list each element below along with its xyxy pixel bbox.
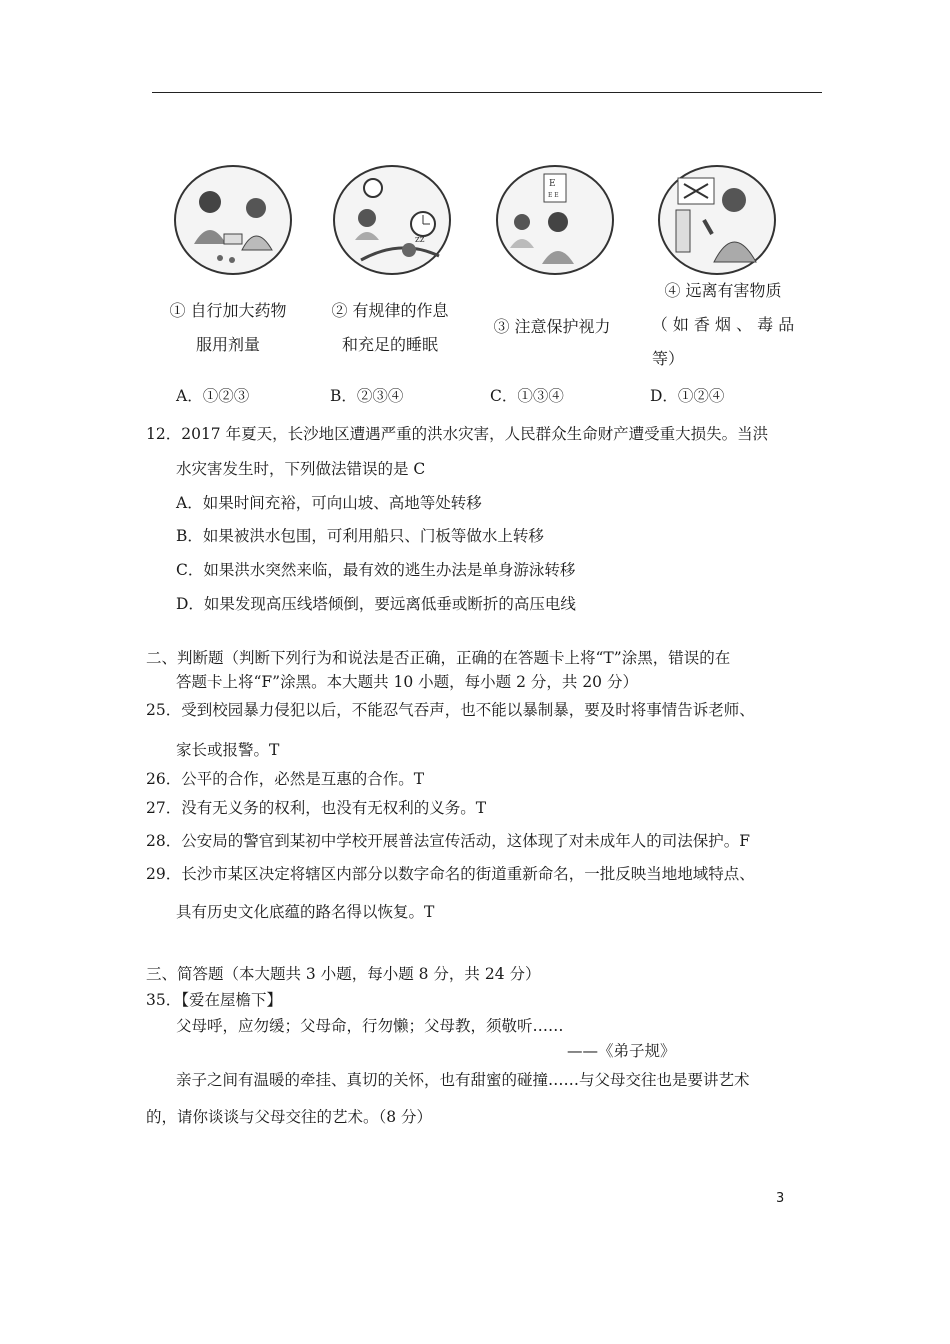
q11-option-c: C．①③④ [490,387,564,405]
q12-option-c: C．如果洪水突然来临，最有效的逃生办法是单身游泳转移 [176,561,576,579]
q35-paragraph-line-2: 的，请你谈谈与父母交往的艺术。（8 分） [146,1108,433,1126]
illustration-sleep [331,164,453,276]
caption-3-line-1: ③ 注意保护视力 [493,317,611,336]
q12-option-a: A．如果时间充裕，可向山坡、高地等处转移 [176,494,482,512]
q35-title: 35．【爱在屋檐下】 [146,991,282,1009]
caption-1-line-1: ① 自行加大药物 [169,301,287,320]
q11-option-a: A．①②③ [176,387,250,405]
q27: 27．没有无义务的权利，也没有无权利的义务。T [146,799,487,817]
section2-heading-line-1: 二、判断题（判断下列行为和说法是否正确，正确的在答题卡上将“T”涂黑，错误的在 [146,649,731,667]
svg-text:E: E [549,179,556,189]
illustration-row [0,164,950,284]
q25-line-1: 25．受到校园暴力侵犯以后，不能忍气吞声，也不能以暴制暴，要及时将事情告诉老师、 [146,701,755,719]
q29-line-2: 具有历史文化底蕴的路名得以恢复。T [176,903,435,921]
caption-2-line-1: ② 有规律的作息 [331,301,449,320]
q12-option-d: D．如果发现高压线塔倾倒，要远离低垂或断折的高压电线 [176,595,576,613]
illustration-harmful [656,164,778,276]
caption-4-line-3: 等） [652,349,685,368]
caption-2 [314,294,466,362]
q29-line-1: 29．长沙市某区决定将辖区内部分以数字命名的街道重新命名，一批反映当地地域特点、 [146,865,755,883]
svg-text:zz: zz [415,235,425,245]
svg-text:E E: E E [548,192,559,199]
caption-3 [476,310,628,344]
q12-option-b: B．如果被洪水包围，可利用船只、门板等做水上转移 [176,527,544,545]
illustration-eyesight [494,164,616,276]
q35-quote-source: ——《弟子规》 [567,1042,676,1060]
section2-heading-line-2: 答题卡上将“F”涂黑。本大题共 10 小题，每小题 2 分，共 20 分） [176,673,638,691]
header-rule [152,92,822,93]
section3-heading: 三、简答题（本大题共 3 小题，每小题 8 分，共 24 分） [146,965,541,983]
q35-quote: 父母呼，应勿缓；父母命，行勿懒；父母教，须敬听…… [176,1017,564,1035]
caption-4-line-1: ④ 远离有害物质 [664,281,782,300]
q11-option-b: B．②③④ [330,387,404,405]
caption-4-line-2: （ 如 香 烟 、 毒 品 [651,315,795,334]
caption-2-line-2: 和充足的睡眠 [341,335,438,354]
q12-stem-line-2: 水灾害发生时，下列做法错误的是 C [176,460,426,478]
page-number: 3 [776,1191,785,1206]
q25-line-2: 家长或报警。T [176,741,280,759]
illustration-medicine [172,164,294,276]
caption-1-line-2: 服用剂量 [195,335,260,354]
q26: 26．公平的合作，必然是互惠的合作。T [146,770,425,788]
caption-4 [638,274,808,376]
q35-paragraph-line-1: 亲子之间有温暖的牵挂、真切的关怀，也有甜蜜的碰撞……与父母交往也是要讲艺术 [176,1071,750,1089]
q12-stem-line-1: 12．2017 年夏天，长沙地区遭遇严重的洪水灾害，人民群众生命财产遭受重大损失。当洪 [146,425,769,443]
caption-1 [152,294,304,362]
q11-option-d: D．①②④ [650,387,725,405]
q28: 28．公安局的警官到某初中学校开展普法宣传活动，这体现了对未成年人的司法保护。F [146,832,750,850]
